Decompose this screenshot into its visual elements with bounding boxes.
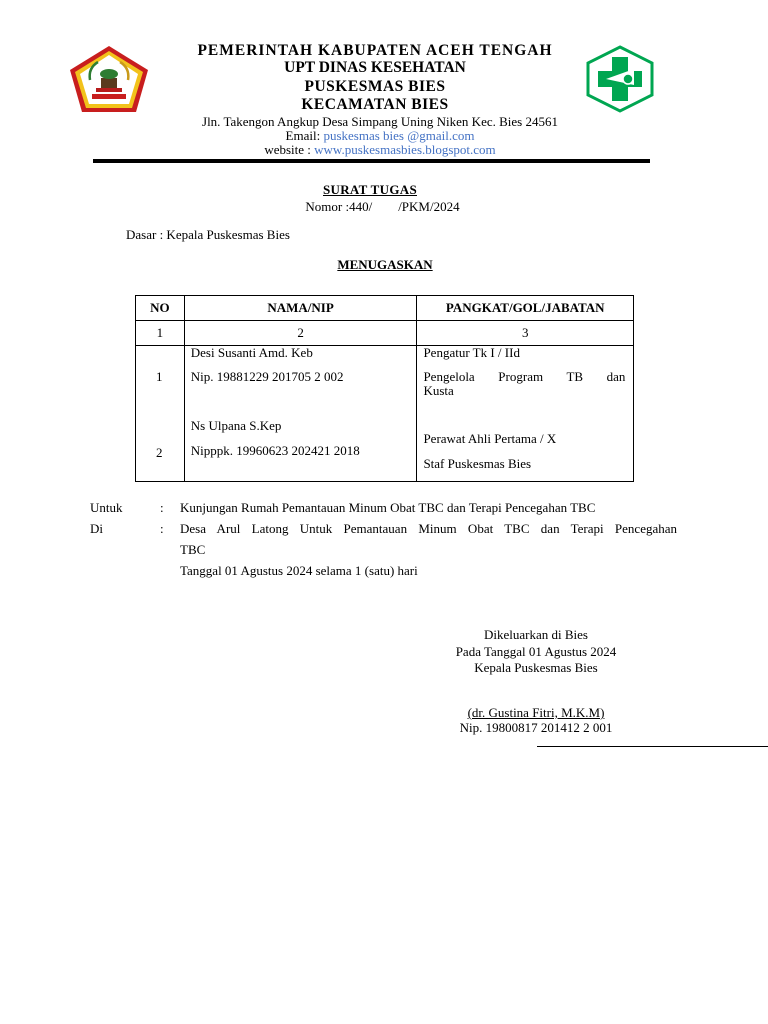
assignee-name: Desi Susanti Amd. Keb [190,345,313,360]
purpose-label: Untuk [90,500,123,515]
puskesmas-logo-icon [584,45,656,113]
position-cell [417,346,634,482]
issued-date: Pada Tanggal 01 Agustus 2024 [455,644,617,659]
letter-number: Nomor :440/ /PKM/2024 [305,199,460,214]
place-colon: : [160,521,164,536]
assignee-rank: Perawat Ahli Pertama / X [423,431,557,446]
email-link[interactable]: puskesmas bies @gmail.com [323,128,475,143]
table-row [136,346,634,482]
issued-place: Dikeluarkan di Bies [484,627,588,642]
no-cell [136,346,185,482]
signatory-name: (dr. Gustina Fitri, M.K.M) [467,705,605,720]
assignee-position-cont: Kusta [423,383,454,398]
assignee-position: Pengelola Program TB dan [423,369,626,384]
assignee-position: Staf Puskesmas Bies [423,456,532,471]
letter-basis: Dasar : Kepala Puskesmas Bies [126,227,290,242]
signatory-role: Kepala Puskesmas Bies [474,660,598,675]
index-cell: 3 [417,321,634,346]
header-government: PEMERINTAH KABUPATEN ACEH TENGAH [197,42,553,59]
header-website [100,142,660,158]
name-cell [184,346,417,482]
row-number: 2 [156,445,163,460]
index-cell: 2 [184,321,417,346]
assignee-table [135,295,634,482]
header-divider [93,159,650,163]
regency-emblem-icon [68,44,150,114]
header-district: KECAMATAN BIES [301,96,449,113]
table-header-row [136,296,634,321]
signatory-nip: Nip. 19800817 201412 2 001 [459,720,613,735]
purpose-colon: : [160,500,164,515]
place-value: Desa Arul Latong Untuk Pemantauan Minum Obat TBC dan Terapi Pencegahan [180,521,677,536]
letter-heading: MENUGASKAN [337,257,433,272]
header-department: UPT DINAS KESEHATAN [284,59,466,76]
purpose-value: Kunjungan Rumah Pemantauan Minum Obat TBC dan Terapi Pencegahan TBC [180,500,596,515]
place-label: Di [90,521,103,536]
row-number: 1 [156,369,163,384]
assignee-rank: Pengatur Tk I / IId [423,345,520,360]
email-label: Email: [285,128,324,143]
column-header-name: NAMA/NIP [184,296,417,321]
website-label: website : [264,142,315,157]
website-link[interactable]: www.puskesmasbies.blogspot.com [314,142,496,157]
assignee-nip: Nip. 19881229 201705 2 002 [190,369,344,384]
column-header-position: PANGKAT/GOL/JABATAN [417,296,634,321]
column-header-no: NO [136,296,185,321]
place-value-cont: TBC [180,542,206,557]
assignment-date: Tanggal 01 Agustus 2024 selama 1 (satu) hari [180,563,418,578]
assignee-nip: Nipppk. 19960623 202421 2018 [190,443,360,458]
assignee-name: Ns Ulpana S.Kep [190,418,282,433]
letter-title: SURAT TUGAS [323,182,417,197]
signature-line [537,746,768,747]
table-index-row [136,321,634,346]
index-cell: 1 [136,321,185,346]
header-address: Jln. Takengon Angkup Desa Simpang Uning Niken Kec. Bies 24561 [202,114,558,129]
header-puskesmas: PUSKESMAS BIES [304,78,446,95]
